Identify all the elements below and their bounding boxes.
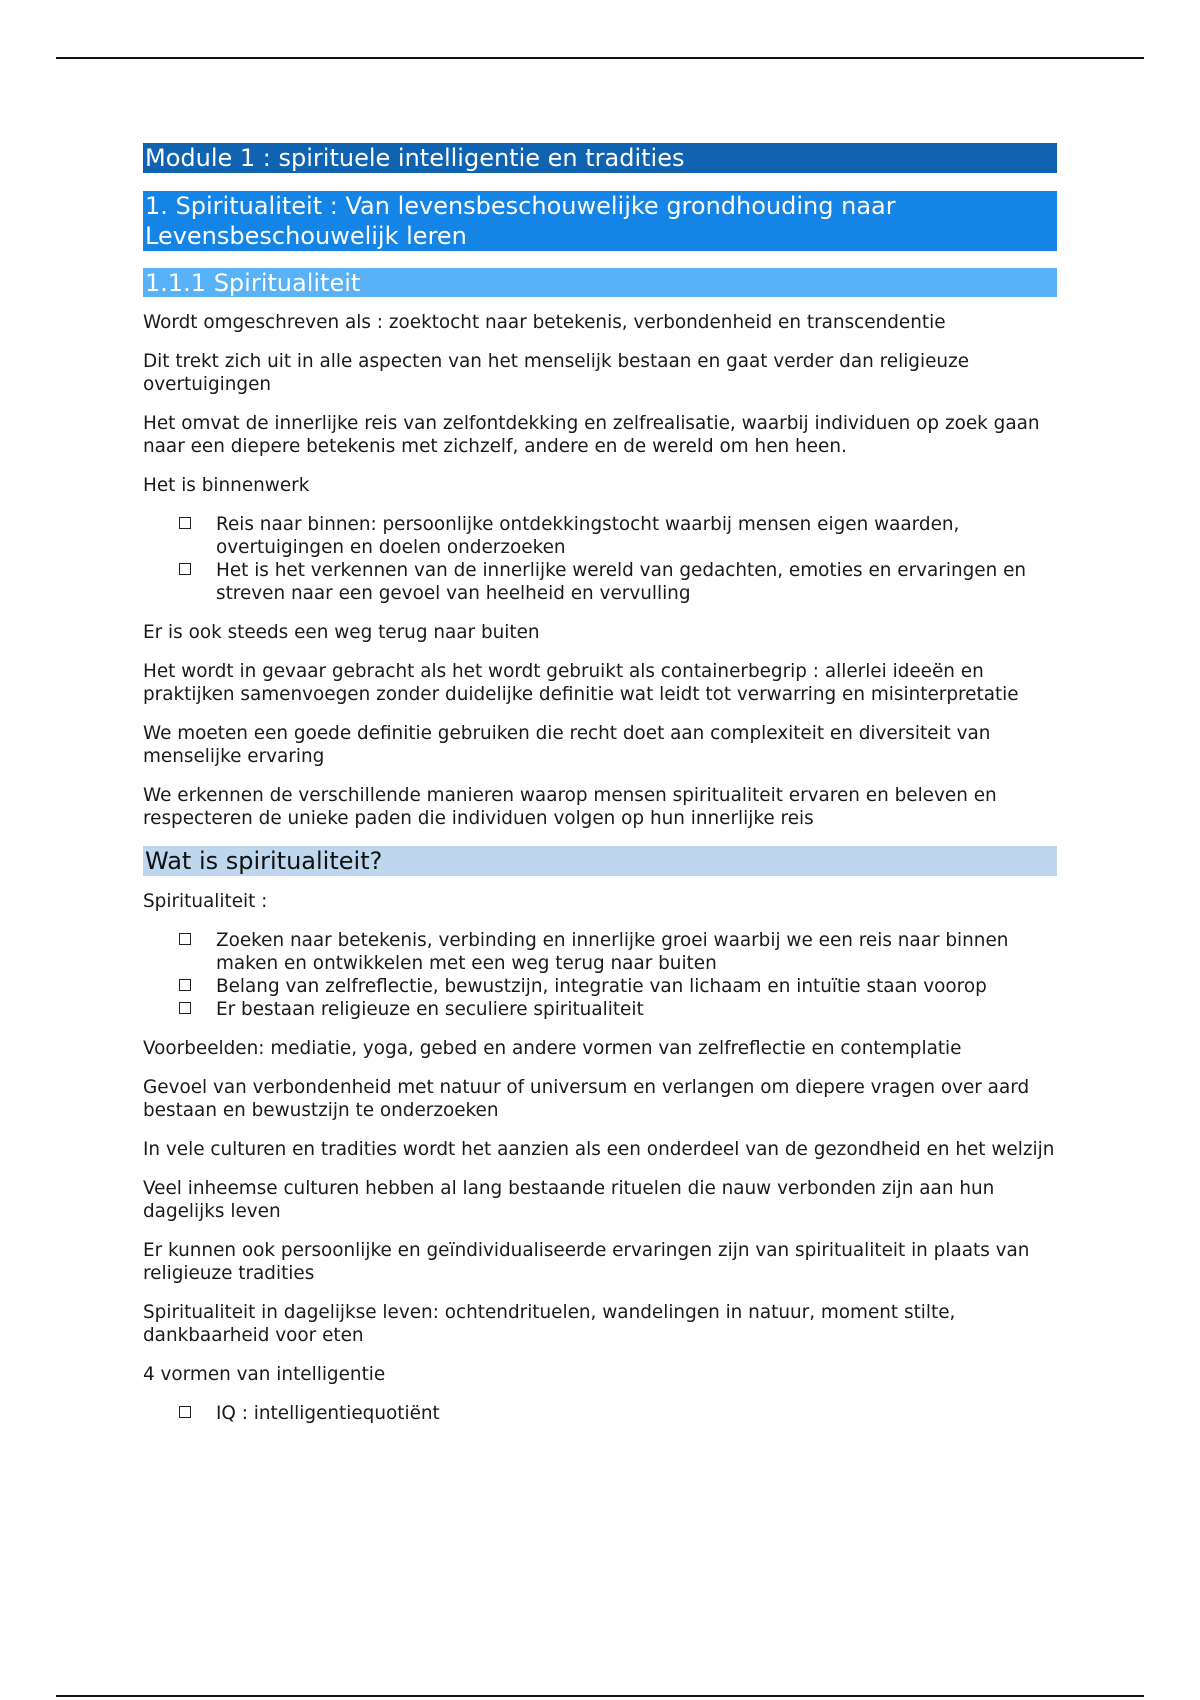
checkbox-list — [143, 1402, 1057, 1425]
checkbox-list — [143, 513, 1057, 605]
section-heading: 1.1.1 Spiritualiteit — [143, 268, 1057, 297]
list-item-text: IQ : intelligentiequotiënt — [216, 1403, 440, 1424]
paragraph: Er kunnen ook persoonlijke en geïndividualiseerde ervaringen zijn van spiritualiteit in plaats van religieuze tradities — [143, 1240, 1030, 1284]
checkbox-list — [143, 929, 1057, 1021]
footer-rule — [56, 1695, 1144, 1697]
paragraph: Wordt omgeschreven als : zoektocht naar betekenis, verbondenheid en transcendentie — [143, 312, 946, 333]
paragraph: Spiritualiteit in dagelijkse leven: ochtendrituelen, wandelingen in natuur, moment stilte, dankbaarheid voor eten — [143, 1302, 956, 1346]
list-item-text: Reis naar binnen: persoonlijke ontdekkingstocht waarbij mensen eigen waarden, overtuigingen en doelen onderzoeken — [216, 514, 960, 558]
list-item — [216, 929, 1057, 975]
paragraph: Gevoel van verbondenheid met natuur of universum en verlangen om diepere vragen over aard bestaan en bewustzijn te onderzoeken — [143, 1077, 1030, 1121]
checkbox-bullet-icon — [179, 979, 191, 991]
list-item — [216, 975, 1057, 998]
paragraph: Het is binnenwerk — [143, 475, 310, 496]
list-item — [216, 1402, 1057, 1425]
checkbox-bullet-icon — [179, 933, 191, 945]
list-item-text: Er bestaan religieuze en seculiere spiritualiteit — [216, 999, 644, 1020]
paragraph: We moeten een goede definitie gebruiken die recht doet aan complexiteit en diversiteit van menselijke ervaring — [143, 723, 991, 767]
list-item — [216, 559, 1057, 605]
paragraph: Het wordt in gevaar gebracht als het wordt gebruikt als containerbegrip : allerlei ideeën en praktijken samenvoegen zonder duidelijke definitie wat leidt tot verwarring en misinterpretatie — [143, 661, 1019, 705]
paragraph: We erkennen de verschillende manieren waarop mensen spiritualiteit ervaren en beleven en respecteren de unieke paden die individuen volgen op hun innerlijke reis — [143, 785, 997, 829]
paragraph: 4 vormen van intelligentie — [143, 1364, 386, 1385]
checkbox-bullet-icon — [179, 1406, 191, 1418]
checkbox-bullet-icon — [179, 563, 191, 575]
checkbox-bullet-icon — [179, 1002, 191, 1014]
list-item — [216, 998, 1057, 1021]
list-item-text: Zoeken naar betekenis, verbinding en innerlijke groei waarbij we een reis naar binnen maken en ontwikkelen met een weg terug naar buiten — [216, 930, 1009, 974]
list-item-text: Belang van zelfreflectie, bewustzijn, integratie van lichaam en intuïtie staan voorop — [216, 976, 987, 997]
chapter-heading: 1. Spiritualiteit : Van levensbeschouwelijke grondhouding naar Levensbeschouwelijk leren — [143, 191, 1057, 251]
header-rule — [56, 57, 1144, 59]
subsection-heading: Wat is spiritualiteit? — [143, 846, 1057, 876]
paragraph: Spiritualiteit : — [143, 891, 268, 912]
checkbox-bullet-icon — [179, 517, 191, 529]
paragraph: Dit trekt zich uit in alle aspecten van het menselijk bestaan en gaat verder dan religieuze overtuigingen — [143, 351, 970, 395]
list-item-text: Het is het verkennen van de innerlijke wereld van gedachten, emoties en ervaringen en streven naar een gevoel van heelheid en vervulling — [216, 560, 1027, 604]
paragraph: Voorbeelden: mediatie, yoga, gebed en andere vormen van zelfreflectie en contemplatie — [143, 1038, 962, 1059]
module-heading: Module 1 : spirituele intelligentie en tradities — [143, 143, 1057, 173]
paragraph: Het omvat de innerlijke reis van zelfontdekking en zelfrealisatie, waarbij individuen op zoek gaan naar een diepere betekenis met zichzelf, andere en de wereld om hen heen. — [143, 413, 1040, 457]
list-item — [216, 513, 1057, 559]
paragraph: Er is ook steeds een weg terug naar buiten — [143, 622, 540, 643]
document-body — [143, 143, 1057, 1441]
paragraph: In vele culturen en tradities wordt het aanzien als een onderdeel van de gezondheid en het welzijn — [143, 1139, 1055, 1160]
paragraph: Veel inheemse culturen hebben al lang bestaande rituelen die nauw verbonden zijn aan hun dagelijks leven — [143, 1178, 995, 1222]
